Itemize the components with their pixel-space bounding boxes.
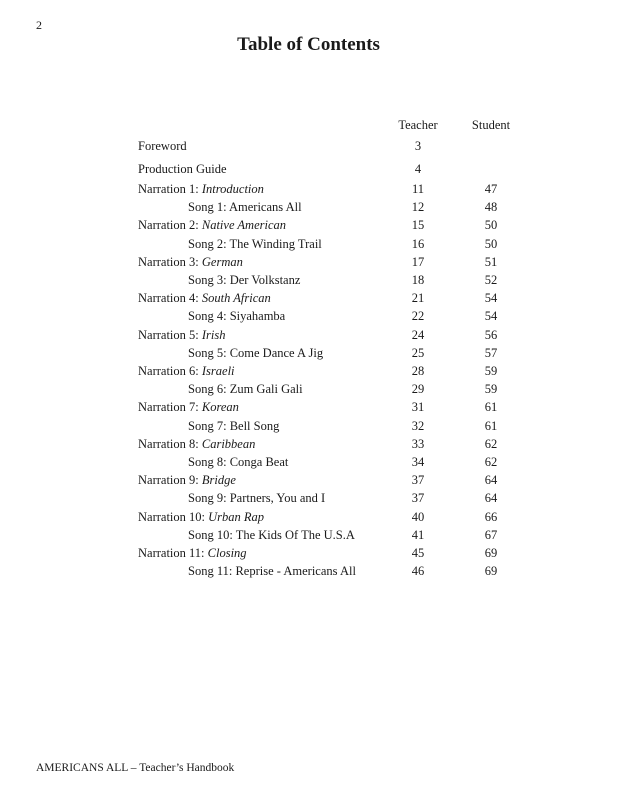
toc-entry-prefix: Song 7: bbox=[188, 418, 230, 433]
toc-entry-name: Come Dance A Jig bbox=[229, 345, 324, 360]
toc-entry-label bbox=[188, 344, 323, 362]
teacher-page-number: 41 bbox=[411, 527, 425, 542]
toc-narration-row bbox=[0, 471, 617, 489]
toc-entry-prefix: Narration 6: bbox=[138, 364, 202, 378]
toc-section-row bbox=[0, 160, 617, 178]
page-title: Table of Contents bbox=[237, 34, 380, 55]
teacher-page-number: 31 bbox=[411, 400, 425, 415]
teacher-page-number: 32 bbox=[411, 418, 425, 433]
toc-entry-name: Reprise - Americans All bbox=[235, 564, 356, 579]
toc-song-row bbox=[0, 235, 617, 253]
toc-entry-label bbox=[188, 526, 355, 544]
column-header-student: Student bbox=[471, 118, 511, 132]
toc-entry-label bbox=[138, 289, 271, 307]
toc-song-row bbox=[0, 489, 617, 507]
toc-entry-name: Siyahamba bbox=[229, 309, 286, 324]
toc-entry-prefix: Narration 7: bbox=[138, 400, 202, 415]
toc-entry-prefix: Song 9: bbox=[188, 491, 230, 506]
toc-entry-label bbox=[188, 417, 279, 435]
toc-song-row bbox=[0, 271, 617, 289]
student-page-number: 61 bbox=[484, 400, 498, 415]
toc-entry-prefix: Narration 8: bbox=[138, 436, 202, 451]
toc-song-row bbox=[0, 453, 617, 471]
student-page-number: 64 bbox=[484, 473, 498, 488]
toc-entry-label bbox=[188, 198, 302, 216]
toc-entry-label bbox=[138, 471, 236, 489]
teacher-page-number: 37 bbox=[411, 473, 425, 488]
toc-song-row bbox=[0, 307, 617, 325]
toc-entry-label bbox=[188, 380, 303, 398]
student-page-number: 50 bbox=[484, 218, 498, 233]
toc-narration-row bbox=[0, 326, 617, 344]
teacher-page-number: 33 bbox=[411, 436, 425, 451]
toc-entry-prefix: Song 5: bbox=[188, 345, 230, 360]
student-page-number: 61 bbox=[484, 418, 498, 433]
toc-narration-row bbox=[0, 544, 617, 562]
toc-entry-prefix: Song 10: bbox=[188, 527, 236, 542]
toc-narration-row bbox=[0, 216, 617, 234]
toc-entry-name: Bell Song bbox=[229, 418, 280, 433]
toc-entry-prefix: Song 3: bbox=[188, 273, 230, 287]
toc-entry-prefix: Song 6: bbox=[188, 382, 230, 397]
toc-entry-name: Partners, You and I bbox=[229, 491, 326, 506]
teacher-page-number: 21 bbox=[411, 291, 425, 306]
student-page-number: 69 bbox=[484, 564, 498, 579]
toc-entry-label bbox=[188, 453, 288, 471]
toc-song-row bbox=[0, 562, 617, 580]
teacher-page-number: 3 bbox=[414, 139, 422, 153]
toc-entry-name: The Winding Trail bbox=[229, 236, 322, 251]
teacher-page-number: 17 bbox=[411, 254, 425, 269]
toc-entry-label bbox=[138, 435, 255, 453]
toc-entry-label bbox=[138, 362, 235, 380]
student-page-number: 51 bbox=[484, 254, 498, 269]
toc-entry-label bbox=[138, 253, 243, 271]
toc-song-row bbox=[0, 198, 617, 216]
toc-entry-prefix: Foreword bbox=[138, 139, 187, 153]
student-page-number: 54 bbox=[484, 309, 498, 324]
toc-entry-name: German bbox=[201, 254, 243, 269]
toc-entry-prefix: Narration 4: bbox=[138, 291, 202, 306]
toc-entry-label bbox=[138, 160, 227, 178]
teacher-page-number: 34 bbox=[411, 455, 425, 469]
toc-entry-label bbox=[138, 508, 264, 526]
toc-entry-label bbox=[188, 562, 356, 580]
toc-narration-row bbox=[0, 398, 617, 416]
toc-entry-prefix: Narration 10: bbox=[138, 509, 209, 524]
toc-entry-label bbox=[138, 216, 286, 234]
student-page-number: 54 bbox=[484, 291, 498, 306]
toc-entry-label bbox=[188, 235, 322, 253]
teacher-page-number: 28 bbox=[411, 364, 425, 378]
toc-entry-name: Americans All bbox=[229, 200, 302, 215]
student-page-number: 69 bbox=[484, 546, 498, 560]
toc-entry-name: Bridge bbox=[201, 473, 236, 488]
student-page-number: 48 bbox=[484, 200, 498, 215]
student-page-number: 47 bbox=[484, 182, 498, 196]
teacher-page-number: 12 bbox=[411, 200, 425, 215]
toc-entry-prefix: Narration 11: bbox=[138, 546, 208, 560]
toc-narration-row bbox=[0, 180, 617, 198]
teacher-page-number: 45 bbox=[411, 546, 425, 560]
toc-entry-name: Native American bbox=[201, 218, 286, 233]
teacher-page-number: 46 bbox=[411, 564, 425, 579]
toc-entry-label bbox=[188, 307, 285, 325]
teacher-page-number: 25 bbox=[411, 345, 425, 360]
toc-entry-prefix: Production Guide bbox=[138, 162, 227, 176]
teacher-page-number: 15 bbox=[411, 218, 425, 233]
teacher-page-number: 11 bbox=[411, 182, 425, 196]
toc-entry-name: Korean bbox=[201, 400, 239, 415]
student-page-number: 59 bbox=[484, 364, 498, 378]
toc-entry-name: South African bbox=[201, 291, 271, 306]
toc-section-row bbox=[0, 137, 617, 155]
toc-entry-prefix: Narration 3: bbox=[138, 254, 202, 269]
toc-entry-name: Caribbean bbox=[201, 436, 256, 451]
toc-entry-name: Zum Gali Gali bbox=[229, 382, 303, 397]
teacher-page-number: 22 bbox=[411, 309, 425, 324]
toc-song-row bbox=[0, 344, 617, 362]
teacher-page-number: 4 bbox=[414, 162, 422, 176]
toc-entry-name: Israeli bbox=[201, 364, 235, 378]
column-header-teacher: Teacher bbox=[398, 118, 438, 132]
toc-entry-label bbox=[188, 271, 300, 289]
toc-entry-name: Conga Beat bbox=[229, 455, 289, 469]
toc-entry-prefix: Song 1: bbox=[188, 200, 229, 215]
toc-entry-prefix: Narration 5: bbox=[138, 327, 202, 342]
toc-entry-prefix: Song 2: bbox=[188, 236, 230, 251]
toc-entry-label bbox=[188, 489, 325, 507]
teacher-page-number: 18 bbox=[411, 273, 425, 287]
toc-narration-row bbox=[0, 253, 617, 271]
toc-entry-name: Closing bbox=[207, 546, 247, 560]
toc-narration-row bbox=[0, 362, 617, 380]
toc-entry-prefix: Song 4: bbox=[188, 309, 230, 324]
student-page-number: 50 bbox=[484, 236, 498, 251]
student-page-number: 66 bbox=[484, 509, 498, 524]
toc-entry-prefix: Narration 1: bbox=[138, 182, 202, 196]
student-page-number: 64 bbox=[484, 491, 498, 506]
student-page-number: 56 bbox=[484, 327, 498, 342]
toc-entry-label bbox=[138, 180, 264, 198]
toc-narration-row bbox=[0, 289, 617, 307]
toc-entry-prefix: Song 11: bbox=[188, 564, 236, 579]
teacher-page-number: 37 bbox=[411, 491, 425, 506]
student-page-number: 62 bbox=[484, 455, 498, 469]
toc-entry-label bbox=[138, 137, 187, 155]
toc-song-row bbox=[0, 526, 617, 544]
toc-entry-label bbox=[138, 398, 239, 416]
toc-entry-name: Der Volkstanz bbox=[229, 273, 301, 287]
toc-entry-name: Irish bbox=[201, 327, 226, 342]
footer: AMERICANS ALL – Teacher’s Handbook bbox=[36, 762, 235, 774]
student-page-number: 67 bbox=[484, 527, 498, 542]
toc-song-row bbox=[0, 380, 617, 398]
student-page-number: 52 bbox=[484, 273, 498, 287]
student-page-number: 62 bbox=[484, 436, 498, 451]
toc-entry-prefix: Narration 9: bbox=[138, 473, 202, 488]
toc-narration-row bbox=[0, 435, 617, 453]
toc-entry-prefix: Narration 2: bbox=[138, 218, 202, 233]
student-page-number: 57 bbox=[484, 345, 498, 360]
toc-narration-row bbox=[0, 508, 617, 526]
toc-entry-label bbox=[138, 326, 226, 344]
student-page-number: 59 bbox=[484, 382, 498, 397]
teacher-page-number: 24 bbox=[411, 327, 425, 342]
toc-entry-prefix: Song 8: bbox=[188, 455, 230, 469]
toc-entry-label bbox=[138, 544, 247, 562]
page-number: 2 bbox=[36, 18, 42, 32]
toc-entry-name: Introduction bbox=[201, 182, 264, 196]
teacher-page-number: 29 bbox=[411, 382, 425, 397]
teacher-page-number: 16 bbox=[411, 236, 425, 251]
toc-song-row bbox=[0, 417, 617, 435]
toc-entry-name: Urban Rap bbox=[208, 509, 265, 524]
toc-entry-name: The Kids Of The U.S.A bbox=[235, 527, 355, 542]
teacher-page-number: 40 bbox=[411, 509, 425, 524]
